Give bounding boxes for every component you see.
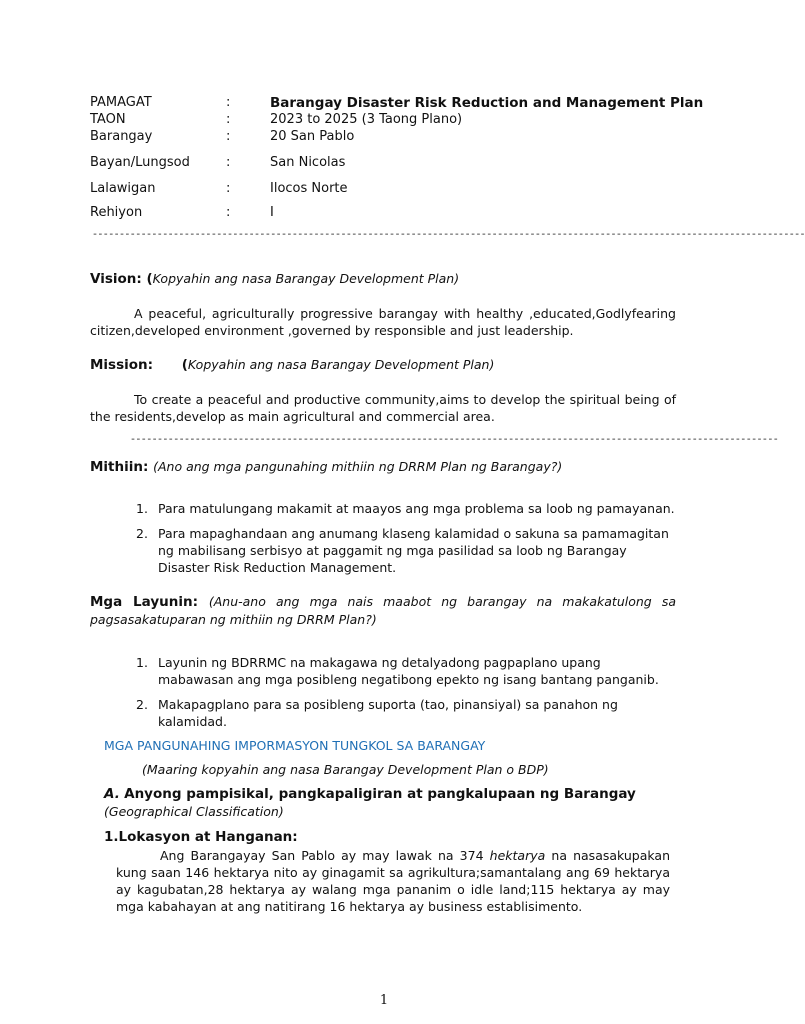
lokasyon-body-italic: hektarya [489, 848, 546, 863]
layunin-heading [90, 593, 676, 629]
lokasyon-body-2: na nasasakupakan kung saan 146 hektarya nito ay ginagamit sa agrikultura;samantalang ang 69 hektarya ay kagubatan,28 hektarya ay walang mga pananim o idle land;115 hektarya ay may mga kabahayan at ang natitirang 16 hektarya ay business establisimento. [116, 848, 670, 914]
mission-heading [90, 357, 494, 373]
vision-body: A peaceful, agriculturally progressive barangay with healthy ,educated,Godlyfearing citizen,developed environment ,governed by responsible and just leadership. [90, 306, 676, 338]
subsection-a [104, 786, 678, 821]
list-number: 1. [136, 655, 148, 670]
header-colon: : [226, 129, 231, 144]
mithiin-heading [90, 459, 562, 475]
list-text: Layunin ng BDRRMC na makagawa ng detalyadong pagpaplano upang mabawasan ang mga posibleng negatibong epekto ng isang bantang panganib. [158, 655, 659, 687]
list-number: 1. [136, 501, 148, 516]
list-text: Para mapaghandaan ang anumang klaseng kalamidad o sakuna sa pamamagitan ng mabilisang serbisyo at paggamit ng mga pasilidad sa loob ng Barangay Disaster Risk Reduction Management. [158, 526, 669, 575]
mission-label: Mission: [90, 357, 154, 373]
mithiin-note: (Ano ang mga pangunahing mithiin ng DRRM Plan ng Barangay?) [153, 459, 563, 474]
list-number: 2. [136, 697, 148, 712]
header-value-title: Barangay Disaster Risk Reduction and Management Plan [270, 95, 704, 111]
header-value: San Nicolas [270, 155, 346, 170]
list-item [136, 525, 676, 576]
header-colon: : [226, 95, 231, 110]
layunin-label: Mga Layunin: [90, 594, 198, 610]
vision-paren: ( [146, 271, 153, 287]
mission-body: To create a peaceful and productive community,aims to develop the spiritual being of the residents,develop as main agricultural and commercial area. [90, 392, 676, 424]
layunin-note: (Anu-ano ang mga nais maabot ng barangay na makakatulong sa pagsasakatuparan ng mithiin ng DRRM Plan?) [90, 594, 676, 627]
subsection-note: (Geographical Classification) [104, 804, 284, 819]
header-value: 2023 to 2025 (3 Taong Plano) [270, 112, 463, 127]
list-item [136, 696, 676, 730]
header-colon: : [226, 112, 231, 127]
mithiin-label: Mithiin: [90, 459, 149, 475]
layunin-list [136, 654, 676, 738]
lokasyon-body-1: Ang Barangayay San Pablo ay may lawak na 374 [160, 848, 490, 863]
list-text: Para matulungang makamit at maayos ang mga problema sa loob ng pamayanan. [158, 501, 675, 516]
lokasyon-title: 1.Lokasyon at Hanganan: [104, 829, 298, 845]
header-label: Barangay [90, 129, 153, 144]
list-number: 2. [136, 526, 148, 541]
vision-text [90, 305, 676, 339]
list-item [136, 500, 676, 517]
section-note: (Maaring kopyahin ang nasa Barangay Development Plan o BDP) [142, 762, 549, 777]
header-colon: : [226, 181, 231, 196]
section-title: MGA PANGUNAHING IMPORMASYON TUNGKOL SA BARANGAY [104, 738, 486, 753]
vision-note: Kopyahin ang nasa Barangay Development Plan) [152, 271, 460, 286]
header-colon: : [226, 205, 231, 220]
mithiin-list [136, 500, 676, 584]
header-value: 20 San Pablo [270, 129, 355, 144]
header-colon: : [226, 155, 231, 170]
lokasyon-text [116, 847, 670, 915]
list-item [136, 654, 676, 688]
subsection-letter: A. [104, 786, 120, 802]
header-label: Rehiyon [90, 205, 143, 220]
divider-line: ------------------------------------------------------------------------------------------------------------------------------------ [92, 230, 805, 241]
page-number: 1 [379, 993, 389, 1008]
mission-paren: ( [181, 357, 188, 373]
list-text: Makapagplano para sa posibleng suporta (tao, pinansiyal) sa panahon ng kalamidad. [158, 697, 618, 729]
header-value: Ilocos Norte [270, 181, 348, 196]
header-label: TAON [90, 112, 126, 127]
header-label: PAMAGAT [90, 95, 152, 110]
mission-text [90, 391, 676, 425]
mission-note: Kopyahin ang nasa Barangay Development Plan) [187, 357, 495, 372]
subsection-title: Anyong pampisikal, pangkapaligiran at pangkalupaan ng Barangay [124, 786, 636, 802]
header-value: I [270, 205, 274, 220]
vision-label: Vision: [90, 271, 142, 287]
header-label: Bayan/Lungsod [90, 155, 190, 170]
divider-line: ------------------------------------------------------------------------------------------------------------------------ [130, 435, 779, 446]
header-label: Lalawigan [90, 181, 156, 196]
vision-heading [90, 271, 459, 287]
